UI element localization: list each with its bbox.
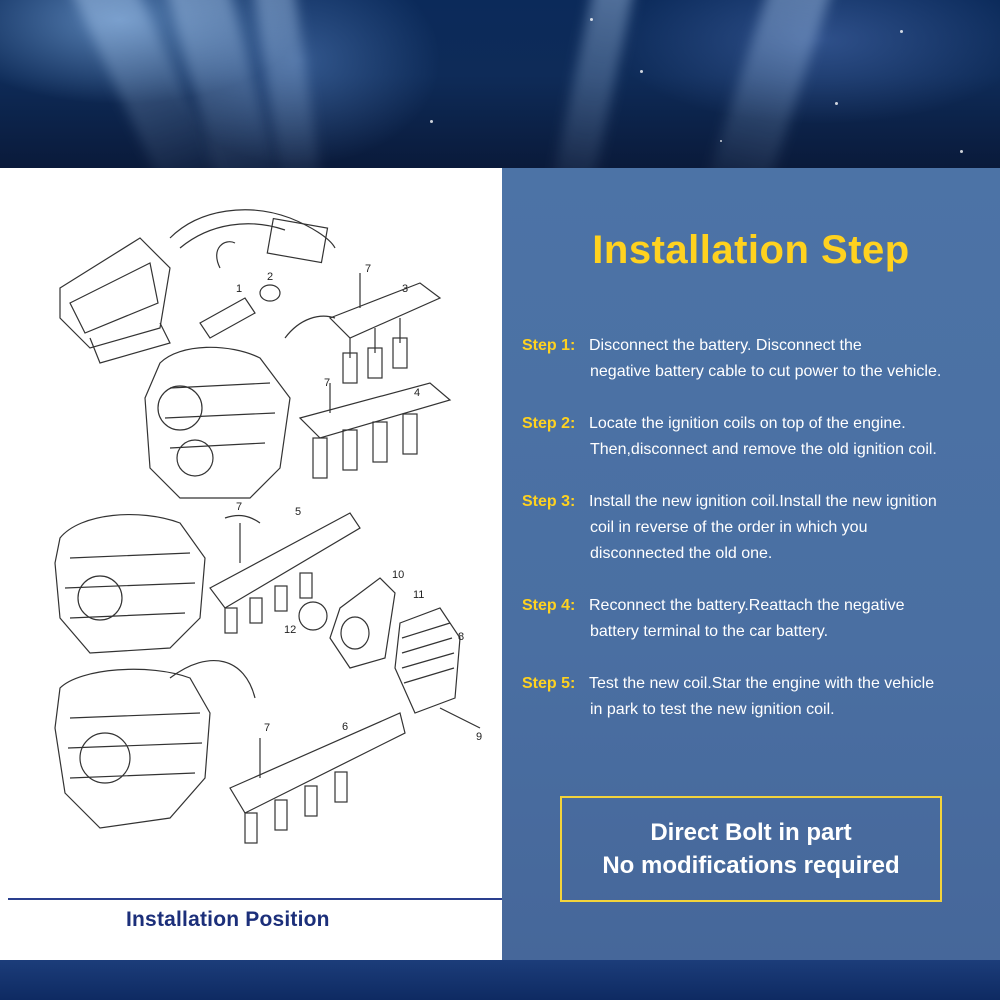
space-banner bbox=[0, 0, 1000, 168]
step-text: Install the new ignition coil.Install the new ignition bbox=[589, 493, 937, 510]
part-number-10: 10 bbox=[392, 569, 405, 581]
step-text: disconnected the old one. bbox=[590, 545, 773, 562]
step-text: Reconnect the battery.Reattach the negative bbox=[589, 597, 905, 614]
step-label: Step 4: bbox=[522, 597, 576, 614]
direct-bolt-callout bbox=[560, 796, 942, 902]
part-number-5: 5 bbox=[295, 506, 302, 518]
part-number-6: 6 bbox=[342, 721, 349, 733]
step-text: negative battery cable to cut power to the vehicle. bbox=[590, 363, 942, 380]
step-text: Locate the ignition coils on top of the engine. bbox=[589, 415, 906, 432]
part-number-3: 3 bbox=[402, 283, 409, 295]
part-number-7d: 7 bbox=[264, 722, 271, 734]
part-number-8: 8 bbox=[458, 631, 465, 643]
engine-exploded-diagram bbox=[30, 168, 500, 868]
part-number-7a: 7 bbox=[365, 263, 372, 275]
step-text: Test the new coil.Star the engine with the vehicle bbox=[589, 675, 935, 692]
step-label: Step 3: bbox=[522, 493, 576, 510]
part-number-11: 11 bbox=[413, 589, 425, 601]
step-text: Disconnect the battery. Disconnect the bbox=[589, 337, 862, 354]
part-number-7b: 7 bbox=[324, 377, 331, 389]
installation-steps-panel bbox=[502, 168, 1000, 960]
step-label: Step 5: bbox=[522, 675, 576, 692]
part-number-7c: 7 bbox=[236, 501, 243, 513]
step-label: Step 1: bbox=[522, 337, 576, 354]
step-text: in park to test the new ignition coil. bbox=[590, 701, 835, 718]
part-number-9: 9 bbox=[476, 731, 483, 743]
bottom-bar bbox=[0, 960, 1000, 1000]
part-number-2: 2 bbox=[267, 271, 274, 283]
step-text: Then,disconnect and remove the old ignition coil. bbox=[590, 441, 937, 458]
step-label: Step 2: bbox=[522, 415, 576, 432]
position-divider bbox=[8, 898, 502, 900]
step-text: coil in reverse of the order in which you bbox=[590, 519, 868, 536]
installation-position-panel bbox=[0, 168, 502, 960]
part-number-12: 12 bbox=[284, 624, 297, 636]
step-text: battery terminal to the car battery. bbox=[590, 623, 829, 640]
callout-line-1: Direct Bolt in part bbox=[650, 819, 852, 846]
installation-step-title: Installation Step bbox=[592, 228, 910, 272]
installation-position-label: Installation Position bbox=[126, 908, 330, 931]
engine-diagram-svg bbox=[30, 168, 500, 868]
part-number-4: 4 bbox=[414, 387, 421, 399]
part-number-1: 1 bbox=[236, 283, 243, 295]
callout-line-2: No modifications required bbox=[602, 852, 900, 879]
